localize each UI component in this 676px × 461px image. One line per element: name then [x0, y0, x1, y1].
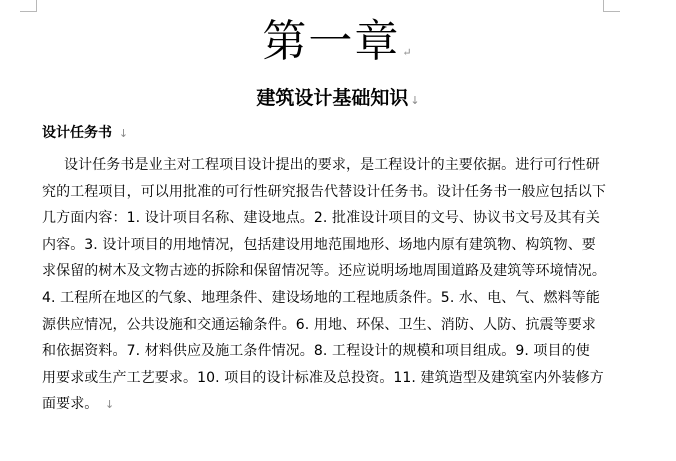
subheading-text: 设计任务书 [42, 125, 112, 141]
body-line: 几方面内容：1. 设计项目名称、建设地点。2. 批准设计项目的文号、协议书文号及其有关 [42, 210, 600, 227]
subheading [42, 122, 128, 145]
body-paragraph [42, 152, 634, 418]
paragraph-mark: ↓ [104, 398, 115, 412]
body-line: 用要求或生产工艺要求。10. 项目的设计标准及总投资。11. 建筑造型及建筑室内外装修方 [42, 369, 604, 386]
body-line: 和依据资料。7. 材料供应及施工条件情况。8. 工程设计的规模和项目组成。9. 项目的使 [42, 343, 590, 360]
section-title-text: 建筑设计基础知识 [256, 87, 409, 109]
return-mark: ↵ [402, 46, 414, 59]
paragraph-mark: ↓ [410, 94, 420, 107]
body-line: 源供应情况，公共设施和交通运输条件。6. 用地、环保、卫生、消防、人防、抗震等要求 [42, 316, 596, 333]
page-corner-mark-top-right [603, 0, 620, 12]
body-line: 究的工程项目，可以用批准的可行性研究报告代替设计任务书。设计任务书一般应包括以下 [42, 183, 606, 200]
chapter-title [0, 12, 676, 83]
body-line: 内容。3. 设计项目的用地情况，包括建设用地范围地形、场地内原有建筑物、构筑物、要 [42, 236, 596, 253]
body-line-last [42, 391, 634, 418]
paragraph-mark: ↓ [118, 127, 129, 140]
body-line-text: 面要求。 [42, 396, 99, 413]
section-title [0, 84, 676, 115]
body-line: 求保留的树木及文物古迹的拆除和保留情况等。还应说明场地周围道路及建筑等环境情况。 [42, 263, 606, 280]
chapter-title-text: 第一章 [262, 16, 401, 67]
body-line: 设计任务书是业主对工程项目设计提出的要求，是工程设计的主要依据。进行可行性研 [64, 157, 600, 173]
page-corner-mark-top-left [20, 0, 37, 12]
body-line: 4. 工程所在地区的气象、地理条件、建设场地的工程地质条件。5. 水、电、气、燃料等能 [42, 289, 600, 306]
